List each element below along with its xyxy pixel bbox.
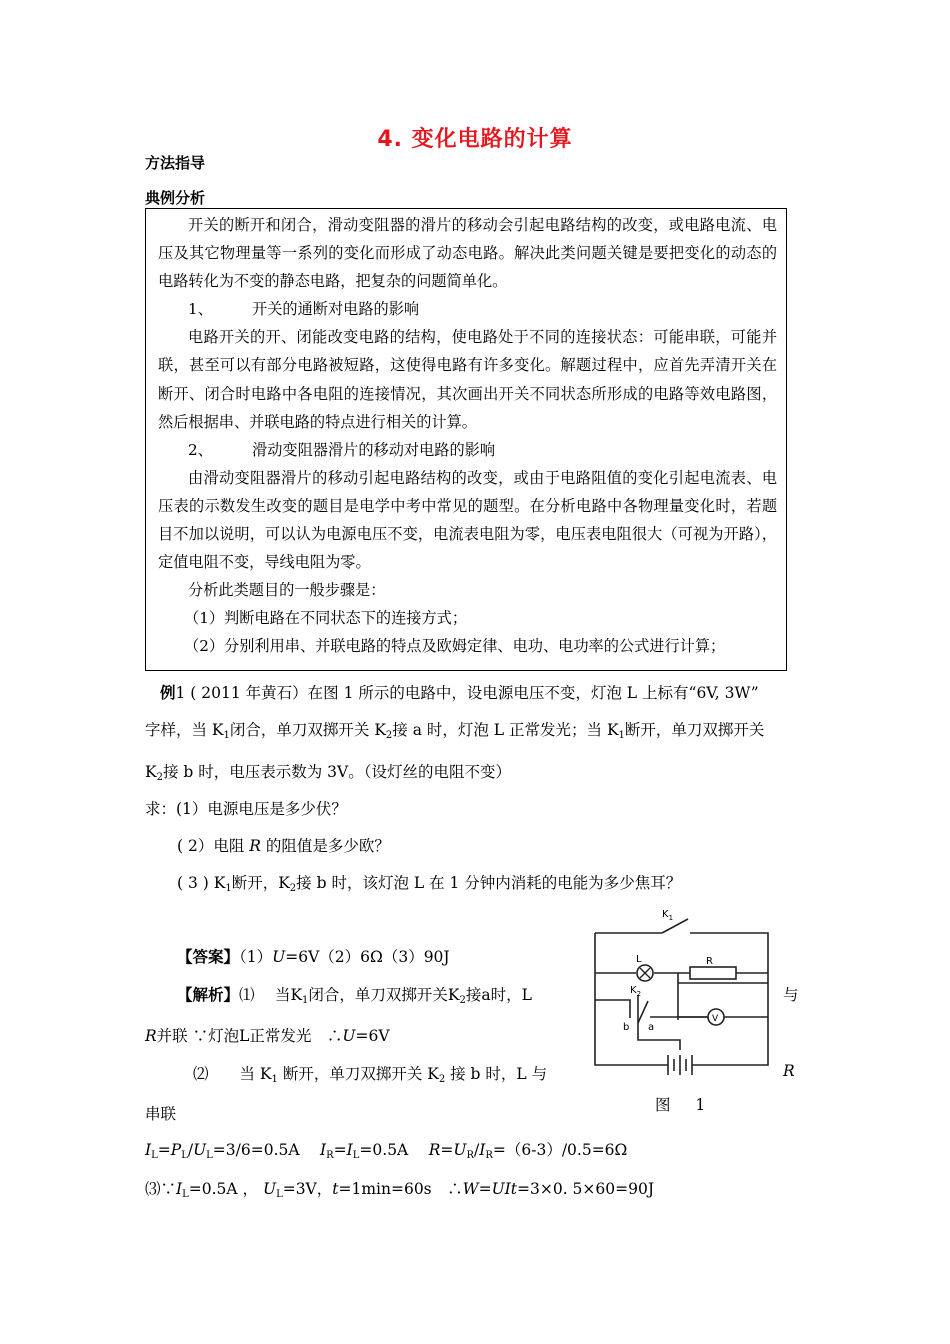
answer-label: 【答案】 [177,947,240,966]
sub: R [326,1150,334,1161]
text: =0.5A ， [188,1180,259,1198]
text: =3/6=0.5A [212,1141,316,1159]
question-1: 求：(1）电源电压是多少伏？ [145,800,347,818]
text: = [478,1180,492,1198]
sub: L [276,1189,283,1200]
b-wire [595,1000,630,1018]
analysis-line-2 [145,1024,390,1046]
figure-caption: 图 1 [655,1096,716,1114]
label-l: L [636,954,642,965]
symbol: I [320,1141,327,1159]
sub: 1 [223,730,230,741]
symbol: R [428,1141,441,1159]
symbol: P [170,1141,182,1159]
text: =1min=60s ∴ [338,1180,463,1198]
label-v: V [712,1014,719,1024]
item1-heading [158,295,777,323]
sub: R [485,1150,493,1161]
sub: R [466,1150,474,1161]
symbol: U [342,1027,356,1045]
text: =6V（2）6Ω（3）90J [285,948,450,966]
text: = [440,1141,454,1159]
example-line-3 [145,760,511,782]
sub: 1 [271,1074,278,1085]
symbol: U [262,1180,277,1198]
symbol: W [462,1180,479,1198]
example-line-1 [160,681,759,703]
label-r: R [706,956,713,967]
circuit-diagram [590,905,775,1090]
analysis-line-5 [145,1177,654,1199]
k2-switch-blade [638,1001,648,1023]
text: K [145,763,157,781]
text: ( 2）电阻 [177,837,250,855]
answer-line [177,945,450,967]
symbol: I [346,1141,353,1159]
item1-number: 1、 [188,300,213,319]
question-2 [177,834,390,856]
analysis-label: 【解析】 [177,985,240,1004]
sub: 2 [438,1074,446,1085]
symbol: R [145,1027,157,1045]
question-3 [177,871,681,893]
item1-paragraph: 电路开关的开、闭能改变电路的结构，使电路处于不同的连接状态：可能串联，可能并联，甚至可以有部分电路被短路，这使得电路有许多变化。解题过程中，应首先弄清开关在断开、闭合时电路中各电阻的连接情况，其次画出开关不同状态所形成的电路等效电路图，然后根据串、并联电路的特点进行相关的计算。 [158,328,777,431]
text: =3V， [282,1180,333,1198]
text: =6V [355,1027,390,1045]
item1-title: 开关的通断对电路的影响 [252,300,420,319]
step-2: （2）分别利用串、并联电路的特点及欧姆定律、电功、电功率的公式进行计算； [184,637,726,656]
text: 字样，当 K [145,721,224,739]
label-b: b [623,1022,630,1033]
example-label: 例 [160,683,176,702]
k1-switch-blade [662,919,688,933]
text: =3×0. 5×60=90J [517,1180,655,1198]
step-1: （1）判断电路在不同状态下的连接方式； [184,609,468,628]
sub: L [151,1150,158,1161]
steps-intro: 分析此类题目的一般步骤是： [188,581,386,600]
sub: 2 [289,883,297,894]
symbol: U [272,948,286,966]
example-heading: 典例分析 [145,189,206,207]
example-line-2 [145,718,764,740]
item2-paragraph: 由滑动变阻器滑片的移动引起电路结构的改变，或由于电路阻值的变化引起电流表、电压表的示数发生改变的题目是电学中考中常见的题型。在分析电路中各物理量变化时，若题目不加以说明，可以认为电源电压不变，电流表电阻为零，电压表电阻很大（可视为开路），定值电阻不变，导线电阻为零。 [158,468,777,572]
sub: L [182,1189,189,1200]
text: ⑴ 当K [239,986,303,1004]
label-k2-text: K [630,985,637,996]
label-k2 [630,985,641,998]
resistor-icon [690,967,736,979]
label-k1-text: K [662,909,669,920]
text: ⑶∵ [145,1180,177,1198]
analysis-equation [145,1138,627,1160]
top-wire-right [690,933,768,1065]
symbol: R [249,837,261,855]
analysis-line-3 [193,1062,547,1084]
text: 断开，单刀双掷开关 K [277,1065,439,1083]
page-title: 4. 变化电路的计算 [377,127,573,152]
text: 闭合，单刀双掷开关K [308,986,460,1004]
method-box [145,208,787,671]
sub: 1 [302,995,309,1006]
text: = [333,1141,347,1159]
text: 断开，K [231,874,290,892]
text: 接 b 时，L 与 [445,1065,548,1083]
item2-number: 2、 [188,440,213,459]
intro-paragraph: 开关的断开和闭合，滑动变阻器的滑片的移动会引起电路结构的改变，或电路电流、电压及其它物理量等一系列的变化而形成了动态电路。解决此类问题关键是要把变化的动态的电路转化为不变的静态电路，把复杂的问题简单化。 [158,216,777,291]
item2-heading [158,436,777,464]
method-heading: 方法指导 [145,154,206,172]
sub: 2 [459,995,466,1006]
text: 闭合，单刀双掷开关 K [229,721,386,739]
analysis-line-4: 串联 [145,1105,177,1123]
sub: L [352,1150,360,1161]
sub: 2 [385,730,393,741]
analysis-line-3-tail [783,1062,795,1080]
text: =0.5A [359,1141,424,1159]
text: 的阻值是多少欧？ [260,837,390,855]
text: 接a时，L [465,986,532,1004]
text: 接 b 时，电压表示数为 3V。（设灯丝的电阻不变） [162,763,511,781]
sub: 2 [156,772,163,783]
symbol: R [783,1062,795,1080]
example-text-1: 1 ( 2011 年黄石）在图 1 所示的电路中，设电源电压不变，灯泡 L 上标有“6V, 3W” [175,684,759,702]
symbol: I [479,1141,486,1159]
battery-icon [660,1055,700,1075]
text: 断开，单刀双掷开关 [624,721,765,739]
sub: L [206,1150,213,1161]
text: ( 3 ) K [177,874,226,892]
text: （1） [239,948,273,966]
symbol: U [193,1141,207,1159]
label-k1-sub: 1 [668,914,674,922]
analysis-line-1-tail: 与 [783,986,799,1004]
label-a: a [648,1022,655,1033]
symbol: I [145,1141,152,1159]
sub: 1 [618,730,625,741]
text: / [187,1141,194,1159]
label-k2-sub: 2 [636,990,642,998]
symbol: I [176,1180,183,1198]
text: ⑵ 当 K [193,1065,272,1083]
label-k1 [662,909,673,922]
left-wire [595,933,660,1065]
text: / [473,1141,480,1159]
symbol: UIt [491,1180,517,1198]
text: 接 a 时，灯泡 L 正常发光；当 K [392,721,619,739]
symbol: t [332,1180,339,1198]
analysis-line-1 [177,983,532,1005]
symbol: U [453,1141,467,1159]
text: 并联 ∵灯泡L正常发光 ∴ [156,1027,343,1045]
item2-title: 滑动变阻器滑片的移动对电路的影响 [252,440,495,459]
switch-lower-wire [638,1023,680,1050]
sub: 1 [225,883,232,894]
text: =（6-3）/0.5=6Ω [492,1141,628,1159]
text: = [157,1141,171,1159]
text: 接 b 时，该灯泡 L 在 1 分钟内消耗的电能为多少焦耳？ [296,874,682,892]
sub: L [181,1150,188,1161]
